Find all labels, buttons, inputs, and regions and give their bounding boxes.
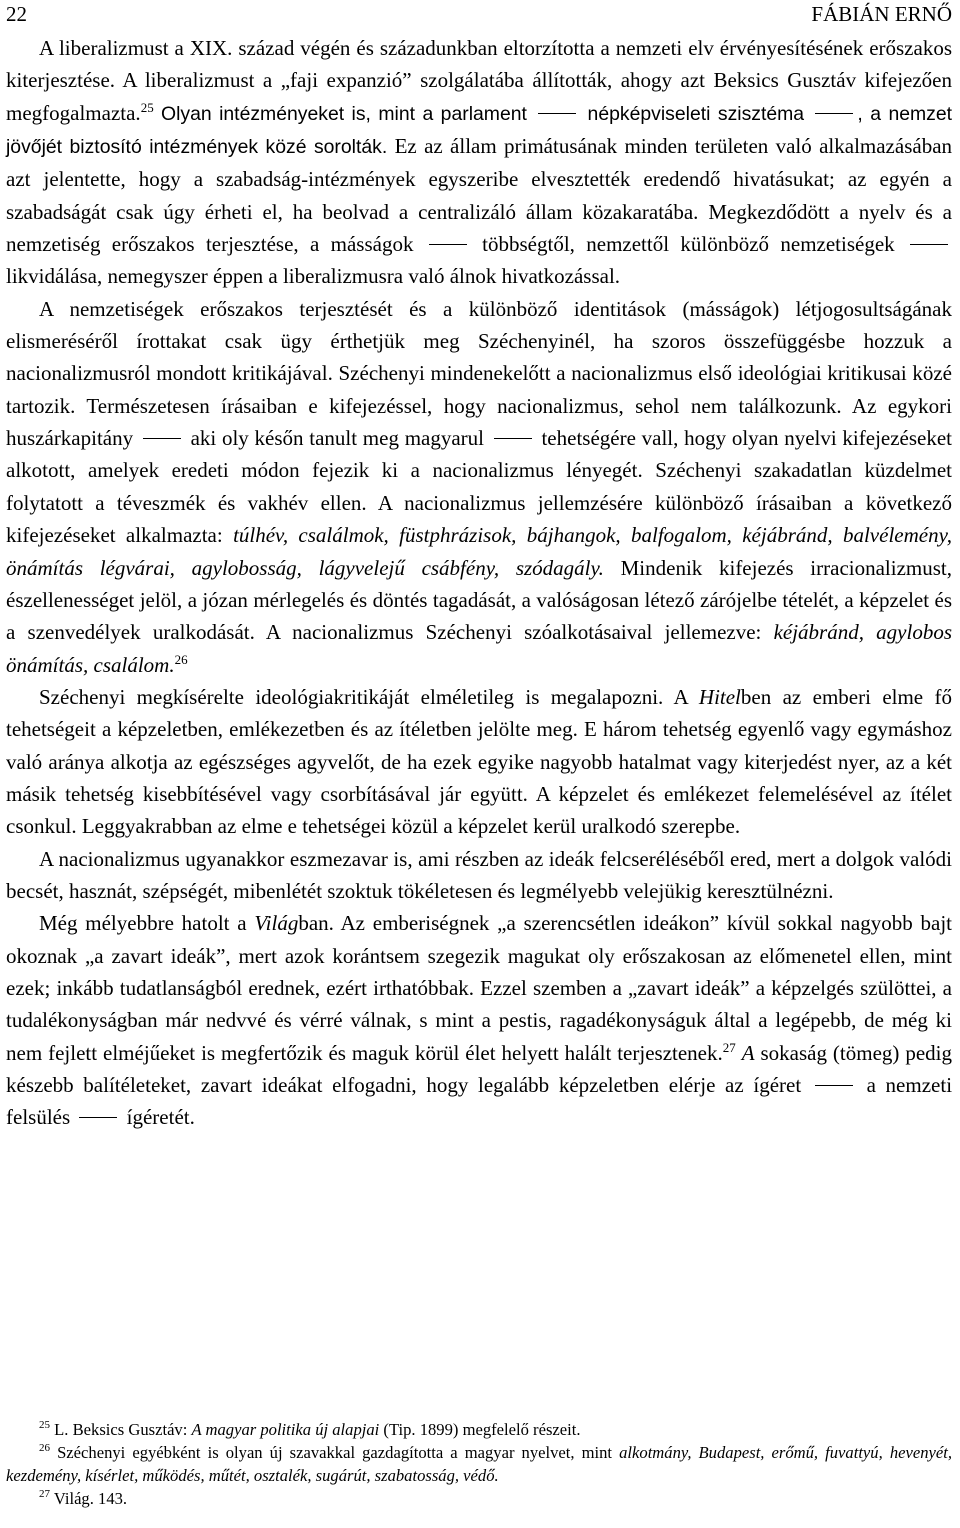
paragraph-3: [6, 681, 952, 843]
footnote-ref-26[interactable]: 26: [174, 651, 188, 667]
em-dash: [143, 438, 181, 439]
footnote-27-text: Világ. 143.: [53, 1489, 128, 1508]
footnote-26-text: Széchenyi egyébként is olyan új szavakkal gazdagította a magyar nyelvet, mint: [57, 1443, 613, 1462]
em-dash: [815, 1085, 853, 1086]
p1-sans-text-b: népképviseleti szisztéma: [587, 102, 805, 125]
p5-text-f: ígéretét.: [126, 1105, 195, 1130]
p2-text-d: Mindenik kifejezés irracionalizmust, észellenességet jelöl, a józan mérlegelés és döntés tagadását, a valóságosan létező zárójelbe tételét, a képzelet és a szenvedélyek uralkodását. A nacionalizmus Széchenyi szóalkotásaival jellemezve:: [6, 555, 952, 645]
p1-text-a: Ez az állam primátusának minden területen való alkalmazásában azt jelentette, hogy a szabadság-intézmények egyszeribe elvesztették eredendő hivatásukat; az egyén a szabadságát csak úgy érheti el, ha beolvad a centralizáló állam közakaratába. Megkezdődött a nyelv és a nemzetiség erőszakos terjesztése, a másságok: [6, 134, 953, 257]
p2-terms-2: kéjábránd, agylobos önámítás, csalálom.: [6, 620, 953, 677]
p5-text-d: sokaság (tömeg) pedig készebb balítéleteket, zavart ideákat elfogadni, hogy legalább képzeletben elérje az ígéret: [6, 1040, 953, 1097]
em-dash: [538, 113, 576, 114]
footnote-ref-25[interactable]: 25: [140, 99, 154, 115]
footnote-25-title: A magyar politika új alapjai: [191, 1420, 380, 1439]
work-title-vilag: Világ: [254, 911, 299, 936]
p5-text-a: Még mélyebbre hatolt a: [39, 911, 247, 936]
em-dash: [494, 438, 532, 439]
footnote-25-text-a: L. Beksics Gusztáv:: [54, 1420, 188, 1439]
em-dash: [910, 244, 948, 245]
em-dash: [815, 113, 853, 114]
paragraph-5: [6, 907, 952, 1133]
paragraph-4: [6, 843, 952, 908]
footnote-number-25: 25: [39, 1419, 50, 1431]
p1-text-b: többségtől, nemzettől különböző nemzetiségek: [482, 232, 895, 257]
paragraph-2: [6, 293, 952, 681]
p1-sans-text-c: , a nemzet jövőjét biztosító intézmények közé sorolták.: [6, 102, 953, 159]
footnote-25: [6, 1418, 952, 1441]
p3-text-a: Széchenyi megkísérelte ideológiakritikáját elméletileg is megalapozni. A: [39, 684, 688, 709]
footnote-25-text-b: (Tip. 1899) megfelelő részeit.: [383, 1420, 581, 1439]
p5-text-e: a nemzeti felsülés: [6, 1073, 953, 1130]
footnote-ref-27[interactable]: 27: [722, 1039, 736, 1055]
p1-sentence-1: A liberalizmust a XIX. század végén és századunkban eltorzította a nemzeti elv érvényesítésének erőszakos kiterjesztése. A liberalizmust a „faji expanzió” szolgálatába állították, ahogy azt Beksics Gusztáv kifejezően megfogalmazta.: [6, 36, 952, 125]
p2-text-a: A nemzetiségek erőszakos terjesztését és a különböző identitások (másságok) létjogosultságának elismeréséről írottakat csak ügy érthetjük meg Széchenyinél, ha szoros összefüggésbe hozzuk a nacionalizmusról mondott kritikájával. Széchenyi mindenekelőtt a nacionalizmus első ideológiai kritikusai közé tartozik. Természetesen írásaiban e kifejezéssel, hogy nacionalizmus, sehol nem találkozunk. Az egykori huszárkapitány: [6, 296, 952, 451]
p3-text-b: ben az emberi elme fő tehetségeit a képzeletben, emlékezetben és az ítéletben jelölte meg. E három tehetség egyenlő vagy egymáshoz való aránya alkotja az egészséges agyvelőt, de ha ezek egyike nagyobb hatalmat vagy kiterjedést nyer, az a két másik tehetség kisebbítésével vagy csorbításával jár együtt. A képzelet és emlékezet felemelésével az ítélet csonkul. Leggyakrabban az elme e tehetségei közül a képzelet kerül uralkodó szerepbe.: [6, 684, 953, 839]
footnote-number-27: 27: [39, 1488, 50, 1500]
p1-text-c: likvidálása, nemegyszer éppen a liberalizmusra való álnok hivatkozással.: [6, 264, 621, 289]
p2-terms: túlhév, csalálmok, füstphrázisok, bájhangok, balfogalom, kéjábránd, balvélemény, önámítás légvárai, agylobosság, lágyvelejű csábfény, szódagály.: [6, 523, 953, 580]
running-header: [6, 0, 952, 32]
p5-text-c: A: [741, 1040, 755, 1065]
footnote-26-words: alkotmány, Budapest, erőmű, fuvattyú, hevenyét, kezdemény, kísérlet, működés, műtét, osztalék, sugárút, szabatosság, védő.: [6, 1443, 952, 1485]
p4-text: A nacionalizmus ugyanakkor eszmezavar is, ami részben az ideák felcseréléséből ered, mert a dolgok valódi becsét, hasznát, szépségét, mibenlétét szoktuk tökéletesen és legmélyebb velejükig keresztülnézni.: [6, 846, 952, 903]
p2-text-c: tehetségére vall, hogy olyan nyelvi kifejezéseket alkotott, amelyek eredeti módon fejezik ki a nacionalizmus lényegét. Széchenyi szakadatlan küzdelmet folytatott a téveszmék és vakhév ellen. A nacionalizmus jellemzésére különböző írásaiban a következő kifejezéseket alkalmazta:: [6, 426, 953, 548]
page-number: 22: [6, 2, 27, 26]
p2-text-b: aki oly későn tanult meg magyarul: [190, 426, 484, 451]
footnote-number-26: 26: [39, 1442, 50, 1454]
paragraph-1: [6, 32, 952, 293]
body-text: [6, 32, 952, 1134]
em-dash: [79, 1117, 117, 1118]
p5-text-b: ban. Az emberiségnek „a szerencsétlen ideákon” kívül sokkal nagyobb bajt okoznak „a zavart ideák”, mert azok korántsem szegezik magukat oly erőszakosan az előmenetel ellen, mint ezek; inkább tudatlanságból erednek, ezért irthatóbbak. Ezzel szemben a „zavart ideák” a képzelgés szülöttei, a tudalékonyságban már nedvvé és vérré válnak, s mint a pestis, ragadékonyságuk által a legépebb, de még ki nem fejlett elméjűeket is megfertőzik és maguk körül élet helyett halált terjesztenek.: [6, 911, 952, 1065]
em-dash: [429, 244, 467, 245]
footnote-27: [6, 1487, 952, 1510]
running-author: FÁBIÁN ERNŐ: [811, 2, 952, 26]
work-title-hitel: Hitel: [698, 684, 741, 709]
footnotes: [6, 1418, 952, 1510]
footnote-26: [6, 1441, 952, 1487]
p1-sans-text-a: Olyan intézményeket is, mint a parlament: [161, 102, 527, 125]
